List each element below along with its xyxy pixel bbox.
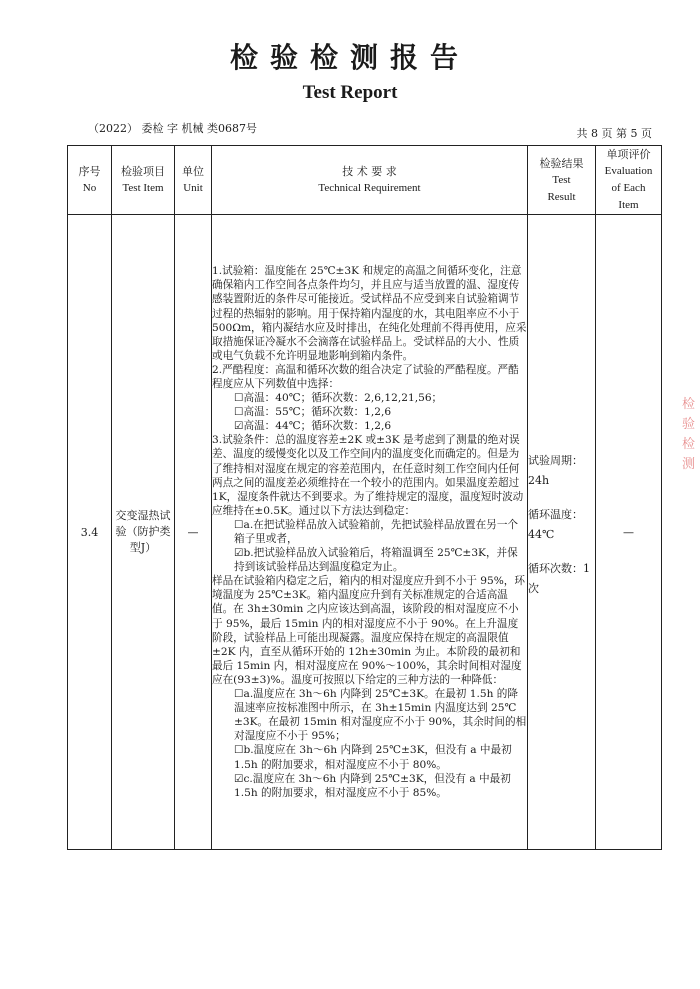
result-temperature: 循环温度：44℃ [528, 508, 583, 541]
test-result [528, 215, 596, 850]
col-no: 序号 No [68, 146, 112, 215]
report-title-cn: 检验检测报告 [229, 41, 470, 74]
evaluation-value: — [596, 215, 662, 850]
req-option: ☐高温：55℃；循环次数：1,2,6 [234, 406, 392, 419]
req-option: ☐b.温度应在 3h～6h 内降到 25℃±3K，但没有 a 中最初 1.5h 的附加要求，相对湿度应不小于 80%。 [234, 744, 512, 771]
technical-requirement [212, 215, 528, 850]
page-info: 共 8 页 第 5 页 [576, 127, 652, 140]
col-result: 检验结果 Test Result [528, 146, 596, 215]
req-option: ☐高温：40℃；循环次数：2,6,12,21,56； [234, 392, 443, 405]
req-paragraph: 样品在试验箱内稳定之后，箱内的相对湿度应升到不小于 95%，环境温度为 25℃±3K。箱内温度应升到有关标准规定的合适高温值。在 3h±30min 之内应该达到高温，该阶段的相对湿度应不小于 95%，最后 15min 内的相对湿度应不小于 90%。在上升温度阶段，试验样品上可能出现凝露。温度应保持在规定的高温限值±2K 内，直至从循环开始的 12h±30min 为止。本阶段的最初和最后 15min 内，相对湿度应在 90%～100%，其余时间相对湿度应在(93±3)%。温度可按照以下给定的三种方法的一种降低： [212, 575, 525, 686]
result-period: 试验周期：24h [528, 454, 583, 487]
row-number: 3.4 [68, 215, 112, 850]
table-header-row [68, 146, 662, 215]
seal-stamp: 检验检测 [682, 397, 696, 472]
col-unit: 单位 Unit [175, 146, 212, 215]
req-option: ☐a.在把试验样品放入试验箱前，先把试验样品放置在另一个箱子里或者， [234, 518, 519, 545]
req-paragraph: 3.试验条件：总的温度容差±2K 或±3K 是考虑到了测量的绝对误差、温度的缓慢变化以及工作空间内的温度变化而确定的。但是为了维持相对湿度在规定的容差范围内，在任意时刻工作空间内任何两点之间的温度差必须维持在一个较小的范围内。如果温度差超过 1K，湿度条件就达不到要求。为了维持规定的湿度，温度短时波动应维持在±0.5K。通过以下方法达到稳定： [212, 434, 524, 517]
req-option: ☑c.温度应在 3h～6h 内降到 25℃±3K，但没有 a 中最初 1.5h 的附加要求，相对湿度应不小于 85%。 [234, 772, 511, 799]
requirements-table [67, 145, 662, 850]
req-option: ☑高温：44℃；循环次数：1,2,6 [234, 420, 392, 433]
report-title-en: Test Report [302, 82, 398, 103]
unit-value: — [175, 215, 212, 850]
col-item: 检验项目 Test Item [112, 146, 175, 215]
req-paragraph: 2.严酷程度：高温和循环次数的组合决定了试验的严酷程度。严酷程度应从下列数值中选择： [212, 363, 519, 390]
table-row [68, 215, 662, 850]
report-number: （2022） 委检 字 机械 类0687号 [88, 122, 257, 135]
req-option: ☑b.把试验样品放入试验箱后，将箱温调至 25℃±3K，并保持到该试验样品达到温度稳定为止。 [234, 547, 518, 574]
col-requirement: 技 术 要 求 Technical Requirement [212, 146, 528, 215]
req-option: ☐a.温度应在 3h～6h 内降到 25℃±3K。在最初 1.5h 的降温速率应按标准图中所示，在 3h±15min 内温度达到 25℃±3K。在最初 15min 相对湿度应不小于 90%，其余时间的相对湿度应不小于 95%； [234, 688, 527, 743]
col-evaluation: 单项评价 Evaluation of Each Item [596, 146, 662, 215]
result-cycles: 循环次数：1次 [528, 562, 590, 595]
req-paragraph: 1.试验箱：温度能在 25℃±3K 和规定的高温之间循环变化，注意确保箱内工作空间各点条件均匀，并且应与适当放置的温、湿度传感装置附近的条件尽可能接近。受试样品不应受到来自试验箱调节过程的热辐射的影响。用于保持箱内湿度的水，其电阻率应不小于 500Ωm，箱内凝结水应及时排出，在纯化处理前不得再使用，应采取措施保证冷凝水不会滴落在试验样品上。受试样品的大小、性质或电气负载不允许明显地影响到箱内条件。 [212, 265, 527, 362]
test-item: 交变湿热试验（防护类型J） [112, 215, 175, 850]
